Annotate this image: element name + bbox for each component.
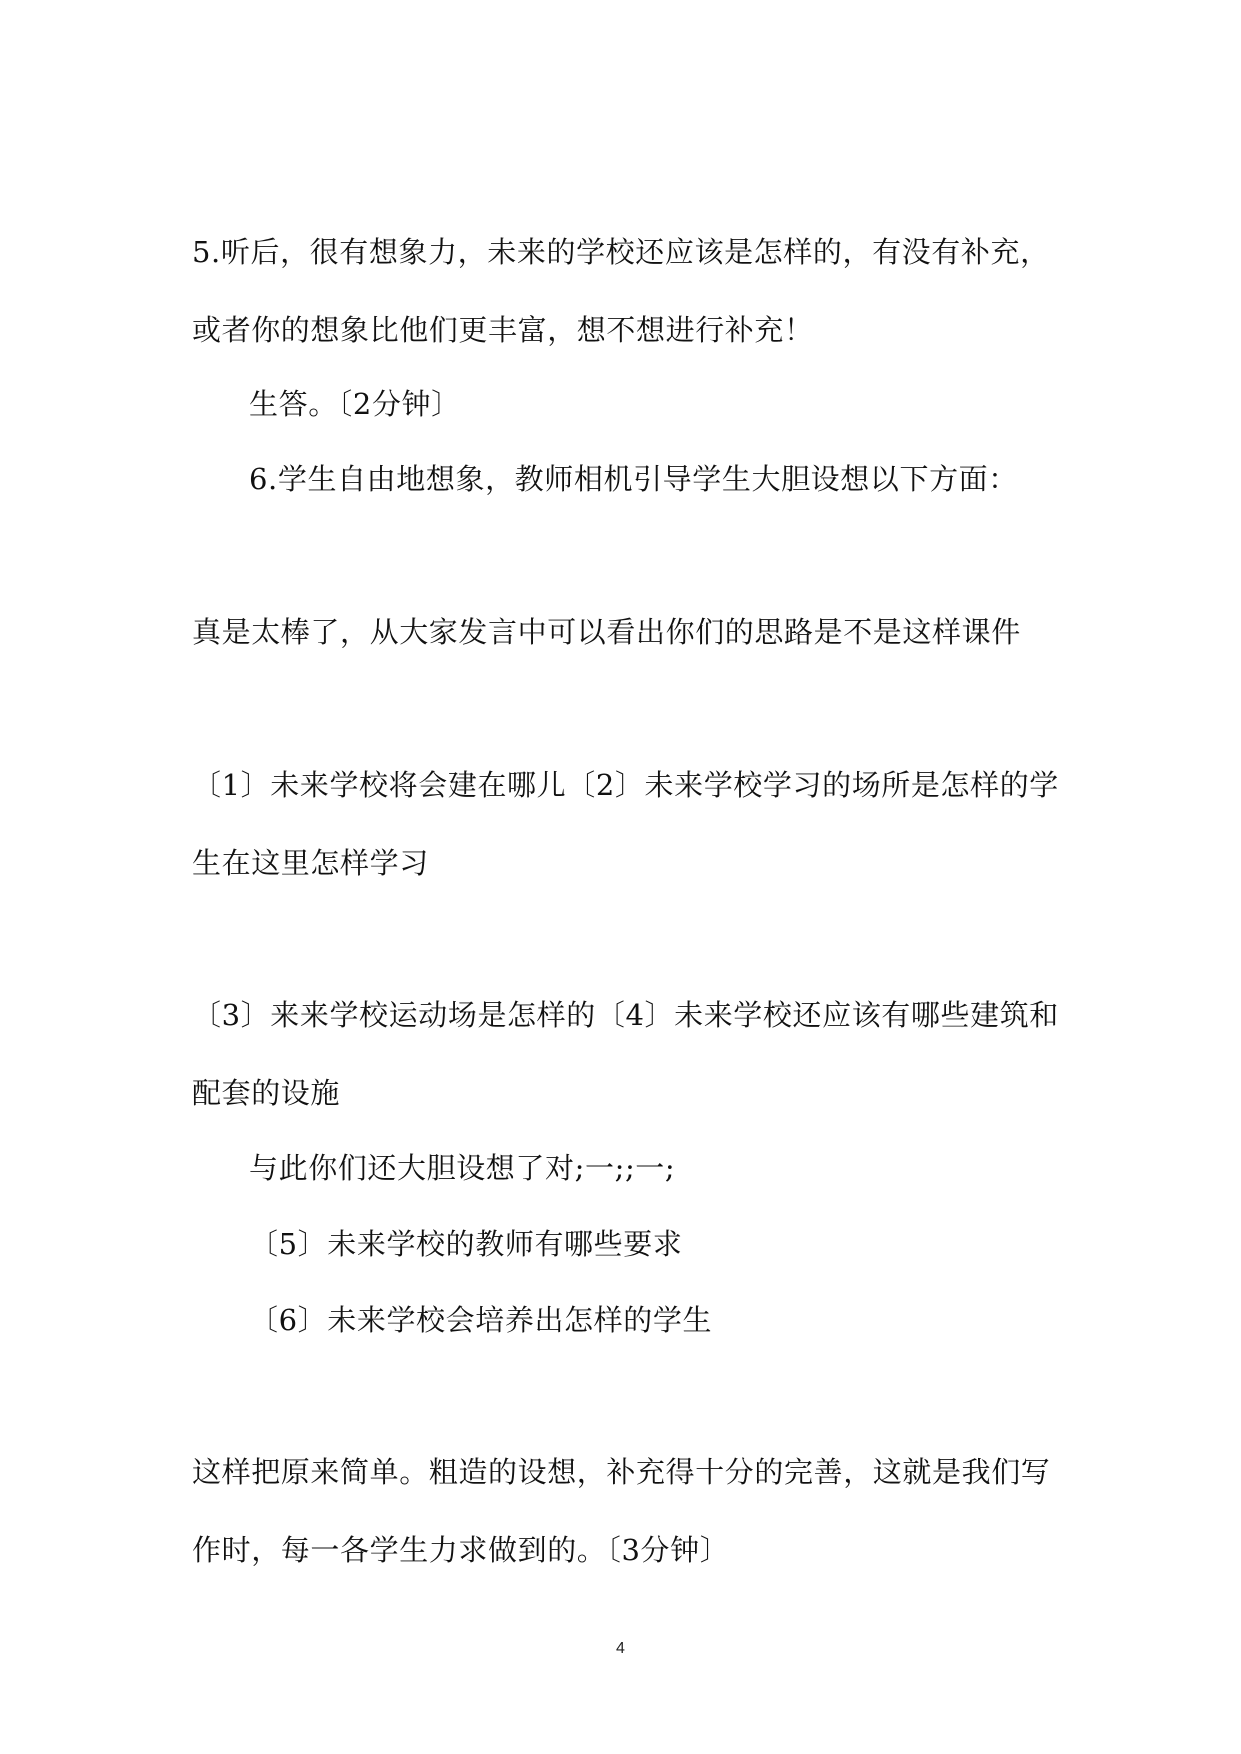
paragraph-line: 生答。〔2分钟〕 <box>249 387 461 421</box>
paragraph-line: 配套的设施 <box>192 1076 341 1110</box>
page-number: 4 <box>616 1640 625 1657</box>
paragraph-line: 6.学生自由地想象，教师相机引导学生大胆设想以下方面： <box>249 462 1018 496</box>
paragraph-line: 与此你们还大胆设想了对;一;;一; <box>249 1151 676 1185</box>
paragraph-line: 或者你的想象比他们更丰富，想不想进行补充！ <box>192 313 814 347</box>
paragraph-line: 5.听后，很有想象力，未来的学校还应该是怎样的，有没有补充， <box>192 235 1050 269</box>
paragraph-line: 这样把原来简单。粗造的设想，补充得十分的完善，这就是我们写 <box>192 1455 1051 1489</box>
paragraph-line: 〔5〕未来学校的教师有哪些要求 <box>249 1227 683 1261</box>
paragraph-line: 〔6〕未来学校会培养出怎样的学生 <box>249 1303 713 1337</box>
paragraph-line: 生在这里怎样学习 <box>192 846 429 880</box>
paragraph-line: 作时，每一各学生力求做到的。〔3分钟〕 <box>192 1533 730 1567</box>
paragraph-line: 〔1〕未来学校将会建在哪儿〔2〕未来学校学习的场所是怎样的学 <box>192 768 1059 802</box>
paragraph-line: 真是太棒了，从大家发言中可以看出你们的思路是不是这样课件 <box>192 615 1021 649</box>
paragraph-line: 〔3〕来来学校运动场是怎样的〔4〕未来学校还应该有哪些建筑和 <box>192 998 1059 1032</box>
